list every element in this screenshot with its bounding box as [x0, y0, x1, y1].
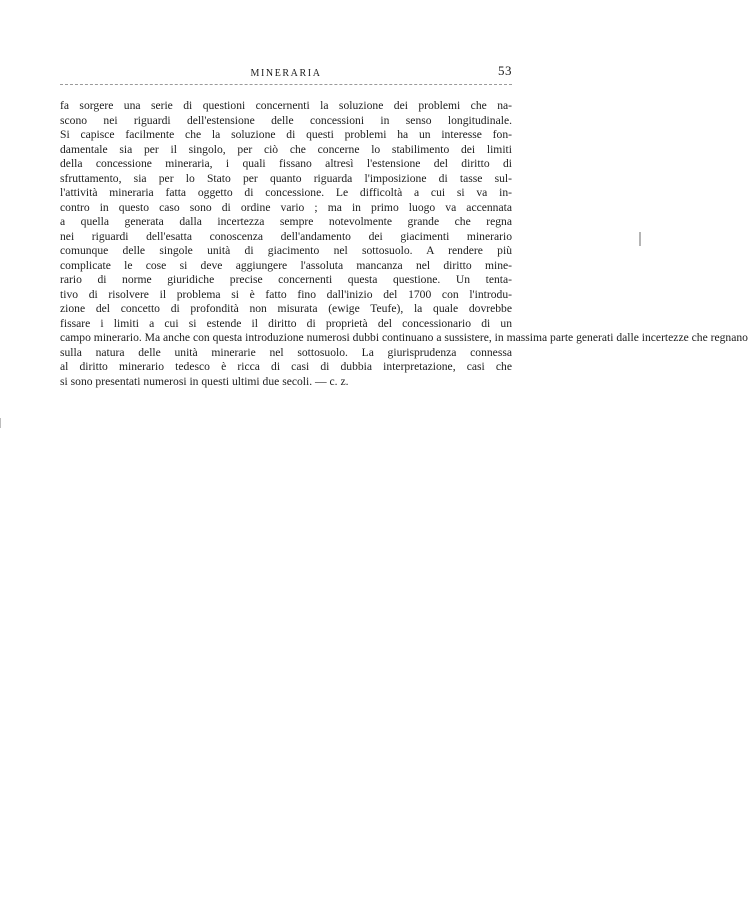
text-line: sulla natura delle unità minerarie nel sottosuolo. La giurisprudenza connessa [60, 345, 512, 359]
text-line: a quella generata dalla incertezza sempre notevolmente grande che regna [60, 215, 512, 228]
text-line: complicate le cose si deve aggiungere l'assoluta mancanza nel diritto mine- [60, 258, 512, 272]
text-line: Si capisce facilmente che la soluzione di questi problemi ha un interesse fon- [60, 128, 512, 141]
text-line: sfruttamento, sia per lo Stato per quanto riguarda l'imposizione di tasse sul- [60, 171, 512, 185]
text-line: zione del concetto di profondità non misurata (ewige Teufe), la quale dovrebbe [60, 302, 512, 315]
text-line: comunque delle singole unità di giacimento nel sottosuolo. A rendere più [60, 244, 512, 257]
text-line: campo minerario. Ma anche con questa introduzione numerosi dubbi continuano a sussistere, in massima parte generati dalle incertezze che regnano [60, 331, 748, 344]
text-line: contro in questo caso sono di ordine vario ; ma in primo luogo va accennata [60, 200, 512, 214]
text-line: si sono presentati numerosi in questi ultimi due secoli. — c. z. [60, 374, 349, 388]
page-number: 53 [498, 63, 512, 78]
text-line: al diritto minerario tedesco è ricca di casi di dubbia interpretazione, casi che [60, 360, 512, 373]
text-line: l'attività mineraria fatta oggetto di concessione. Le difficoltà a cui si va in- [60, 186, 512, 199]
text-line: della concessione mineraria, i quali fissano altresì l'estensione del diritto di [60, 157, 512, 170]
text-line: fa sorgere una serie di questioni concernenti la soluzione dei problemi che na- [60, 99, 512, 112]
scan-edge-mark [639, 232, 641, 246]
text-line: damentale sia per il singolo, per ciò che concerne lo stabilimento dei limiti [60, 142, 512, 156]
text-line: scono nei riguardi dell'estensione delle concessioni in senso longitudinale. [60, 113, 512, 127]
text-line: rario di norme giuridiche precise concernenti questa questione. Un tenta- [60, 273, 512, 286]
scan-edge-mark [0, 418, 1, 428]
page-header [60, 60, 512, 84]
text-line: nei riguardi dell'esatta conoscenza dell'andamento dei giacimenti minerario [60, 229, 512, 243]
running-title: MINERARIA [250, 68, 322, 79]
text-line: fissare i limiti a cui si estende il diritto di proprietà del concessionario di un [60, 316, 512, 330]
article-paragraph [60, 99, 748, 389]
header-rule [60, 84, 512, 85]
text-line: tivo di risolvere il problema si è fatto fino dall'inizio del 1700 con l'introdu- [60, 287, 512, 301]
